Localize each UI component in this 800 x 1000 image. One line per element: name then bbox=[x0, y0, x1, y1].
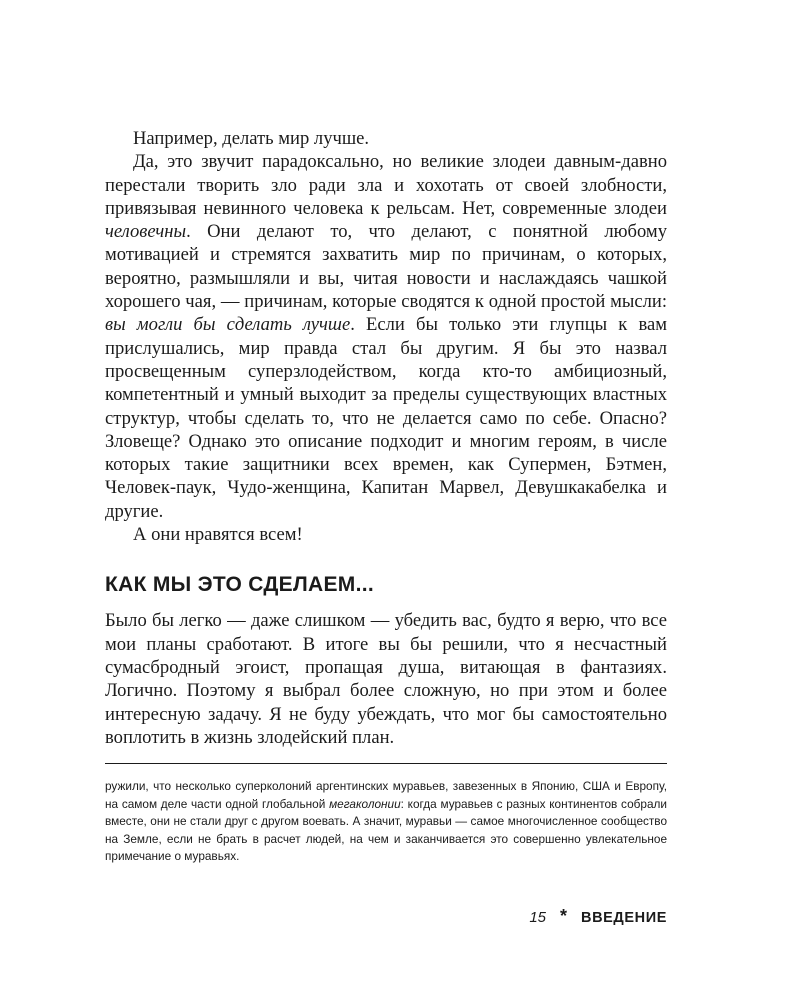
section-spacer bbox=[105, 546, 667, 571]
chapter-title: ВВЕДЕНИЕ bbox=[581, 910, 667, 926]
footnote-text-2: : когда муравьев с разных континентов собрали вместе, они не стали друг с другом воевать. А значит, муравьи — самое многочисленное сообщество на Земле, если не брать в расчет людей, на чем и заканчивается это совершенно увлекательное примечание о муравьях. bbox=[105, 796, 667, 864]
running-footer bbox=[529, 906, 667, 927]
footnote-divider bbox=[105, 763, 667, 764]
body-paragraph-2-text-1: Да, это звучит парадоксально, но великие злодеи давным-давно перестали творить зло ради зла и хохотать от своей злобности, привязывая невинного человека к рельсам. Нет, современные злодеи bbox=[105, 151, 667, 219]
footnote-italic: мегаколонии bbox=[329, 796, 401, 811]
page-number: 15 bbox=[529, 909, 546, 926]
body-paragraph-1: Например, делать мир лучше. bbox=[133, 128, 370, 149]
footnote-text-1: ружили, что несколько суперколоний аргентинских муравьев, завезенных в Японию, США и Европу, на самом деле части одной глобальной bbox=[105, 779, 667, 811]
body-paragraph-2-italic-2: вы могли бы сделать лучше bbox=[105, 314, 351, 336]
footnote bbox=[105, 778, 667, 866]
section-paragraph-1: Было бы легко — даже слишком — убедить вас, будто я верю, что все мои планы сработают. В итоге вы бы решили, что я несчастный сумасбродный эгоист, пропащая душа, витающая в фантазиях. Логично. Поэтому я выбрал более сложную, но при этом и более интересную задачу. Я не буду убеждать, что мог бы самостоятельно воплотить в жизнь злодейский план. bbox=[105, 610, 667, 748]
body-paragraph-2-text-3: . Если бы только эти глупцы к вам прислушались, мир правда стал бы другим. Я бы это назвал просвещенным суперзлодейством, когда кто-то амбициозный, компетентный и умный выходит за пределы существующих властных структур, чтобы сделать то, что не делается само по себе. Опасно? Зловеще? Однако это описание подходит и многим героям, в числе которых такие защитники всех времен, как Супермен, Бэтмен, Человек-паук, Чудо-женщина, Капитан Марвел, Девушкакабелка и другие. bbox=[105, 314, 668, 522]
book-page bbox=[105, 127, 667, 866]
section-heading: КАК МЫ ЭТО СДЕЛАЕМ... bbox=[105, 573, 374, 597]
body-paragraph-2 bbox=[105, 150, 667, 523]
body-paragraph-3: А они нравятся всем! bbox=[133, 524, 303, 546]
body-paragraph-2-italic-1: человечны bbox=[105, 221, 187, 243]
star-separator-icon: * bbox=[560, 906, 568, 926]
body-paragraph-2-text-2: . Они делают то, что делают, с понятной любому мотивацией и стремятся захватить мир по причинам, о которых, вероятно, размышляли и вы, читая новости и наслаждаясь чашкой хорошего чая, — причинам, которые сводятся к одной простой мысли: bbox=[105, 221, 667, 313]
